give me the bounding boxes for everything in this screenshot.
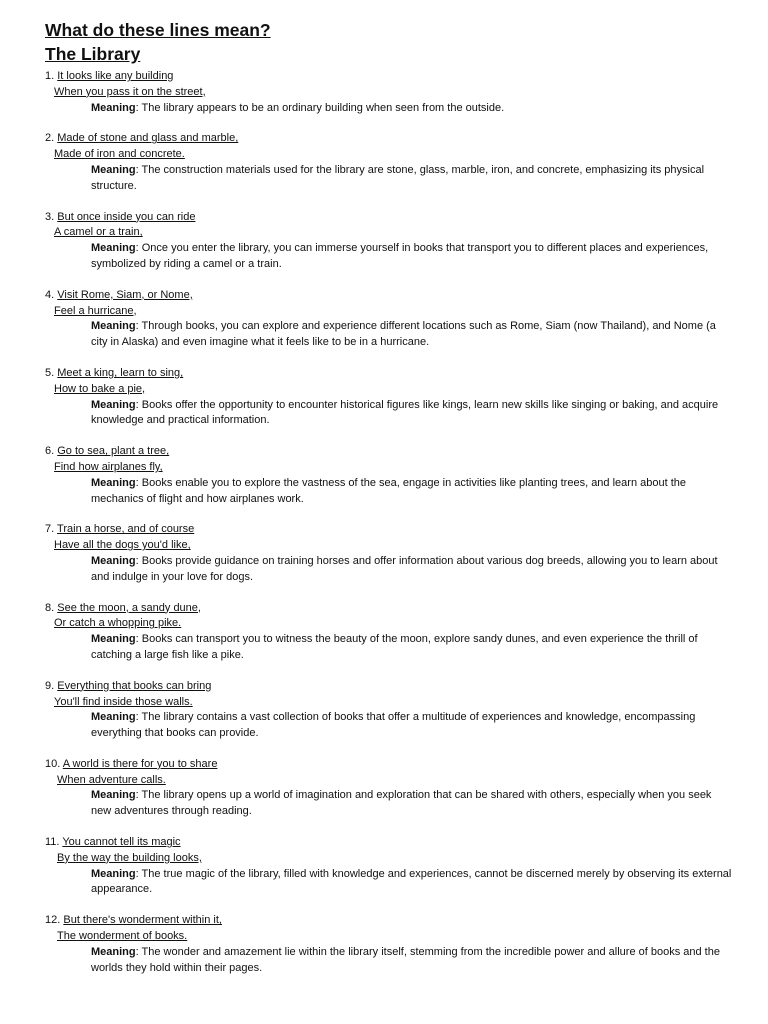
- poem-line-text: See the moon, a sandy dune,: [57, 601, 201, 614]
- item-number: 3.: [45, 210, 55, 223]
- poem-line-text: A camel or a train,: [54, 226, 143, 239]
- item-number: 9.: [45, 679, 55, 692]
- item-number: 10.: [45, 757, 61, 770]
- meaning-text: Books provide guidance on training horses and offer information about various dog breeds, allowing you to learn about and indulge in your love for dogs.: [91, 554, 718, 583]
- meaning-text: Once you enter the library, you can immerse yourself in books that transport you to different places and experiences, symbolized by riding a camel or a train.: [91, 242, 709, 270]
- poem-line-text: Everything that books can bring: [57, 679, 212, 692]
- poem-line-2: [45, 851, 738, 867]
- poem-line-1: [45, 757, 738, 773]
- poem-line-1: [45, 601, 738, 617]
- item-number: 12.: [45, 914, 61, 927]
- poem-line-1: [45, 366, 738, 382]
- meaning-label: Meaning: [91, 633, 136, 646]
- meaning-label: Meaning: [91, 867, 136, 880]
- poem-line-1: [45, 835, 738, 851]
- meaning-text: The true magic of the library, filled with knowledge and experiences, cannot be discerned merely by observing its external appearance.: [91, 867, 732, 896]
- item-number: 11.: [45, 836, 60, 849]
- poem-line-2: [45, 773, 738, 789]
- poem-line-text: Go to sea, plant a tree,: [57, 445, 170, 458]
- poem-line-2: [45, 225, 738, 241]
- meaning-paragraph: Meaning: The construction materials used for the library are stone, glass, marble, iron, and concrete, emphasizing its physical structure.: [91, 163, 705, 192]
- page-title: What do these lines mean?: [45, 20, 271, 40]
- poem-line-text: Visit Rome, Siam, or Nome,: [57, 288, 193, 301]
- meaning-label: Meaning: [91, 476, 136, 489]
- list-item: [45, 835, 738, 898]
- meaning-label: Meaning: [91, 320, 136, 333]
- list-item: [45, 522, 738, 585]
- item-number: 4.: [45, 288, 55, 301]
- list-item: [45, 444, 738, 507]
- meaning-label: Meaning: [91, 163, 136, 176]
- poem-line-text: Made of iron and concrete.: [54, 148, 185, 161]
- poem-line-text: It looks like any building: [57, 70, 174, 82]
- meaning-text: The wonder and amazement lie within the library itself, stemming from the incredible power and allure of books and the worlds they hold within their pages.: [91, 945, 720, 974]
- meaning-text: Through books, you can explore and experience different locations such as Rome, Siam (now Thailand), and Nome (a city in Alaska) and even imagine what it feels like to be in a hurricane.: [91, 320, 716, 349]
- poem-line-1: [45, 444, 738, 460]
- poem-line-1: [45, 131, 738, 147]
- poem-line-text: How to bake a pie,: [54, 382, 146, 395]
- poem-line-text: When adventure calls.: [57, 773, 166, 786]
- meaning-paragraph: Meaning: Books provide guidance on training horses and offer information about various dog breeds, allowing you to learn about and indulge in your love for dogs.: [91, 554, 718, 583]
- list-item: [45, 679, 738, 742]
- item-number: 5.: [45, 366, 55, 379]
- list-item: [45, 913, 738, 976]
- meaning-text: The library opens up a world of imagination and exploration that can be shared with others, especially when you seek new adventures through reading.: [91, 789, 712, 818]
- poem-line-text: When you pass it on the street,: [54, 85, 206, 98]
- poem-line-2: [45, 929, 738, 945]
- list-item: [45, 69, 738, 116]
- list-item: [45, 210, 738, 273]
- meaning-label: Meaning: [91, 789, 136, 802]
- meaning-text: Books enable you to explore the vastness of the sea, engage in activities like planting trees, and learn about the mechanics of flight and how airplanes work.: [91, 476, 686, 505]
- list-item: [45, 757, 738, 820]
- poem-line-1: [45, 288, 738, 304]
- poem-line-text: The wonderment of books.: [57, 930, 188, 943]
- meaning-label: Meaning: [91, 554, 136, 567]
- poem-line-1: [45, 679, 738, 695]
- poem-line-text: Have all the dogs you'd like,: [54, 539, 191, 552]
- poem-line-text: Made of stone and glass and marble,: [57, 132, 239, 145]
- poem-line-2: [45, 304, 738, 320]
- list-item: [45, 288, 738, 351]
- poem-line-2: [45, 695, 738, 711]
- poem-line-text: Or catch a whopping pike.: [54, 617, 182, 630]
- item-number: 6.: [45, 445, 55, 458]
- meaning-paragraph: Meaning: Books can transport you to witness the beauty of the moon, explore sandy dunes, and even experience the thrill of catching a large fish like a pike.: [91, 633, 698, 661]
- poem-line-2: [45, 616, 738, 632]
- meaning-text: The library appears to be an ordinary building when seen from the outside.: [141, 101, 505, 114]
- meaning-text: Books can transport you to witness the beauty of the moon, explore sandy dunes, and even experience the thrill of catching a large fish like a pike.: [91, 633, 698, 661]
- item-number: 2.: [45, 132, 55, 145]
- poem-line-text: Train a horse, and of course: [57, 523, 195, 536]
- meaning-text: Books offer the opportunity to encounter historical figures like kings, learn new skills like singing or baking, and acquire knowledge and practical information.: [91, 398, 719, 427]
- poem-line-2: [45, 85, 738, 101]
- item-number: 7.: [45, 523, 55, 536]
- meaning-text: The construction materials used for the library are stone, glass, marble, iron, and concrete, emphasizing its physical structure.: [91, 163, 705, 192]
- meaning-paragraph: Meaning: Books offer the opportunity to encounter historical figures like kings, learn new skills like singing or baking, and acquire knowledge and practical information.: [91, 398, 719, 427]
- list-item: [45, 601, 738, 664]
- meaning-label: Meaning: [91, 101, 136, 114]
- meaning-label: Meaning: [91, 242, 136, 255]
- meaning-paragraph: Meaning: Books enable you to explore the vastness of the sea, engage in activities like planting trees, and learn about the mechanics of flight and how airplanes work.: [91, 476, 686, 505]
- poem-line-1: [45, 913, 738, 929]
- meaning-label: Meaning: [91, 711, 136, 724]
- poem-line-text: You'll find inside those walls.: [54, 695, 193, 708]
- poem-line-text: Meet a king, learn to sing,: [57, 366, 184, 379]
- meaning-paragraph: Meaning: Through books, you can explore and experience different locations such as Rome, Siam (now Thailand), and Nome (a city in Alaska) and even imagine what it feels like to be in a hurricane.: [91, 320, 716, 349]
- poem-line-text: But there's wonderment within it,: [63, 914, 222, 927]
- meaning-paragraph: Meaning: The library opens up a world of imagination and exploration that can be shared with others, especially when you seek new adventures through reading.: [91, 789, 712, 818]
- poem-line-text: Find how airplanes fly,: [54, 460, 163, 473]
- poem-line-2: [45, 538, 738, 554]
- meaning-text: The library contains a vast collection of books that offer a multitude of experiences and knowledge, encompassing everything that books can provide.: [91, 711, 696, 740]
- poem-line-text: A world is there for you to share: [62, 757, 218, 770]
- poem-line-1: [45, 210, 738, 226]
- poem-line-text: By the way the building looks,: [57, 851, 202, 864]
- page-subtitle: The Library: [45, 44, 141, 64]
- meaning-label: Meaning: [91, 945, 136, 958]
- poem-line-2: [45, 147, 738, 163]
- poem-line-1: [45, 69, 738, 85]
- poem-line-text: But once inside you can ride: [57, 210, 196, 223]
- meaning-label: Meaning: [91, 398, 136, 411]
- poem-line-2: [45, 460, 738, 476]
- poem-line-text: You cannot tell its magic: [62, 836, 181, 849]
- meaning-paragraph: Meaning: The wonder and amazement lie within the library itself, stemming from the incredible power and allure of books and the worlds they hold within their pages.: [91, 945, 720, 974]
- meaning-paragraph: Meaning: Once you enter the library, you can immerse yourself in books that transport you to different places and experiences, symbolized by riding a camel or a train.: [91, 242, 709, 270]
- meaning-paragraph: Meaning: The library contains a vast collection of books that offer a multitude of experiences and knowledge, encompassing everything that books can provide.: [91, 711, 696, 740]
- list-item: [45, 366, 738, 429]
- poem-line-1: [45, 522, 738, 538]
- meaning-paragraph: Meaning: The library appears to be an ordinary building when seen from the outside.: [91, 101, 505, 114]
- list-item: [45, 131, 738, 194]
- meaning-paragraph: Meaning: The true magic of the library, filled with knowledge and experiences, cannot be discerned merely by observing its external appearance.: [91, 867, 732, 896]
- item-number: 8.: [45, 601, 55, 614]
- poem-line-text: Feel a hurricane,: [54, 304, 137, 317]
- poem-line-2: [45, 382, 738, 398]
- item-number: 1.: [45, 70, 55, 82]
- poem-items-list: [45, 69, 738, 976]
